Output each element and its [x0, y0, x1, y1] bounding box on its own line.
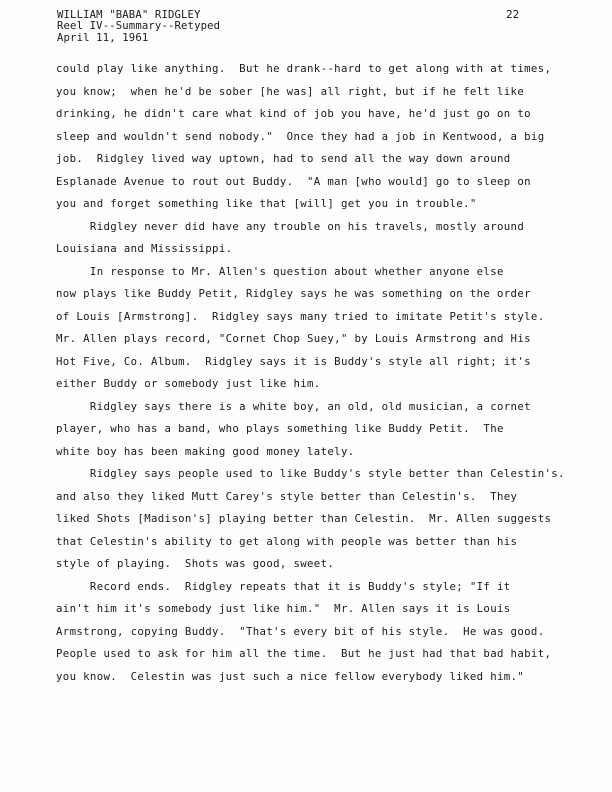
body-line: Ridgley never did have any trouble on his travels, mostly around	[56, 219, 525, 233]
header-reel: Reel IV--Summary--Retyped	[57, 20, 221, 33]
header-date: April 11, 1961	[57, 31, 149, 44]
body-line: Ridgley says people used to like Buddy's style better than Celestin's.	[56, 467, 565, 480]
body-line: that Celestin's ability to get along with people was better than his	[56, 534, 518, 548]
body-line: could play like anything. But he drank--hard to get along with at times,	[56, 62, 552, 75]
page-number: 22	[506, 8, 520, 21]
body-line: Record ends. Ridgley repeats that it is Buddy's style; "If it	[56, 579, 511, 593]
body-line: style of playing. Shots was good, sweet.	[56, 557, 335, 570]
body-line: white boy has been making good money lately.	[56, 444, 355, 458]
body-line: of Louis [Armstrong]. Ridgley says many tried to imitate Petit's style.	[56, 309, 545, 323]
body-line: liked Shots [Madison's] playing better than Celestin. Mr. Allen suggests	[56, 512, 552, 525]
body-line: Esplanade Avenue to rout out Buddy. "A man [who would] go to sleep on	[56, 174, 531, 188]
body-line: Ridgley says there is a white boy, an old, old musician, a cornet	[56, 399, 531, 413]
body-line: drinking, he didn't care what kind of job you have, he'd just go on to	[56, 107, 531, 120]
body-line: and also they liked Mutt Carey's style better than Celestin's. They	[56, 489, 518, 503]
body-line: Louisiana and Mississippi.	[56, 242, 233, 255]
body-line: Hot Five, Co. Album. Ridgley says it is Buddy's style all right; it's	[56, 354, 531, 368]
body-line: Mr. Allen plays record, "Cornet Chop Suey," by Louis Armstrong and His	[56, 332, 531, 345]
body-line: sleep and wouldn't send nobody." Once they had a job in Kentwood, a big	[56, 129, 545, 143]
body-line: you know. Celestin was just such a nice fellow everybody liked him."	[56, 669, 525, 683]
body-line: ain't him it's somebody just like him." Mr. Allen says it is Louis	[56, 602, 511, 615]
body-line: now plays like Buddy Petit, Ridgley says he was something on the order	[56, 287, 531, 300]
body-line: player, who has a band, who plays something like Buddy Petit. The	[56, 422, 504, 435]
body-line: Armstrong, copying Buddy. "That's every bit of his style. He was good.	[56, 624, 545, 638]
body-line: either Buddy or somebody just like him.	[56, 377, 321, 390]
header-title: WILLIAM "BABA" RIDGLEY	[57, 9, 201, 21]
body-line: you know; when he'd be sober [he was] all right, but if he felt like	[56, 84, 525, 98]
body-line: job. Ridgley lived way uptown, had to send all the way down around	[56, 152, 511, 165]
body-line: you and forget something like that [will] get you in trouble."	[56, 197, 477, 210]
document-header	[57, 10, 220, 44]
body-line: People used to ask for him all the time. But he just had that bad habit,	[56, 647, 552, 660]
body-line: In response to Mr. Allen's question about whether anyone else	[56, 264, 504, 278]
